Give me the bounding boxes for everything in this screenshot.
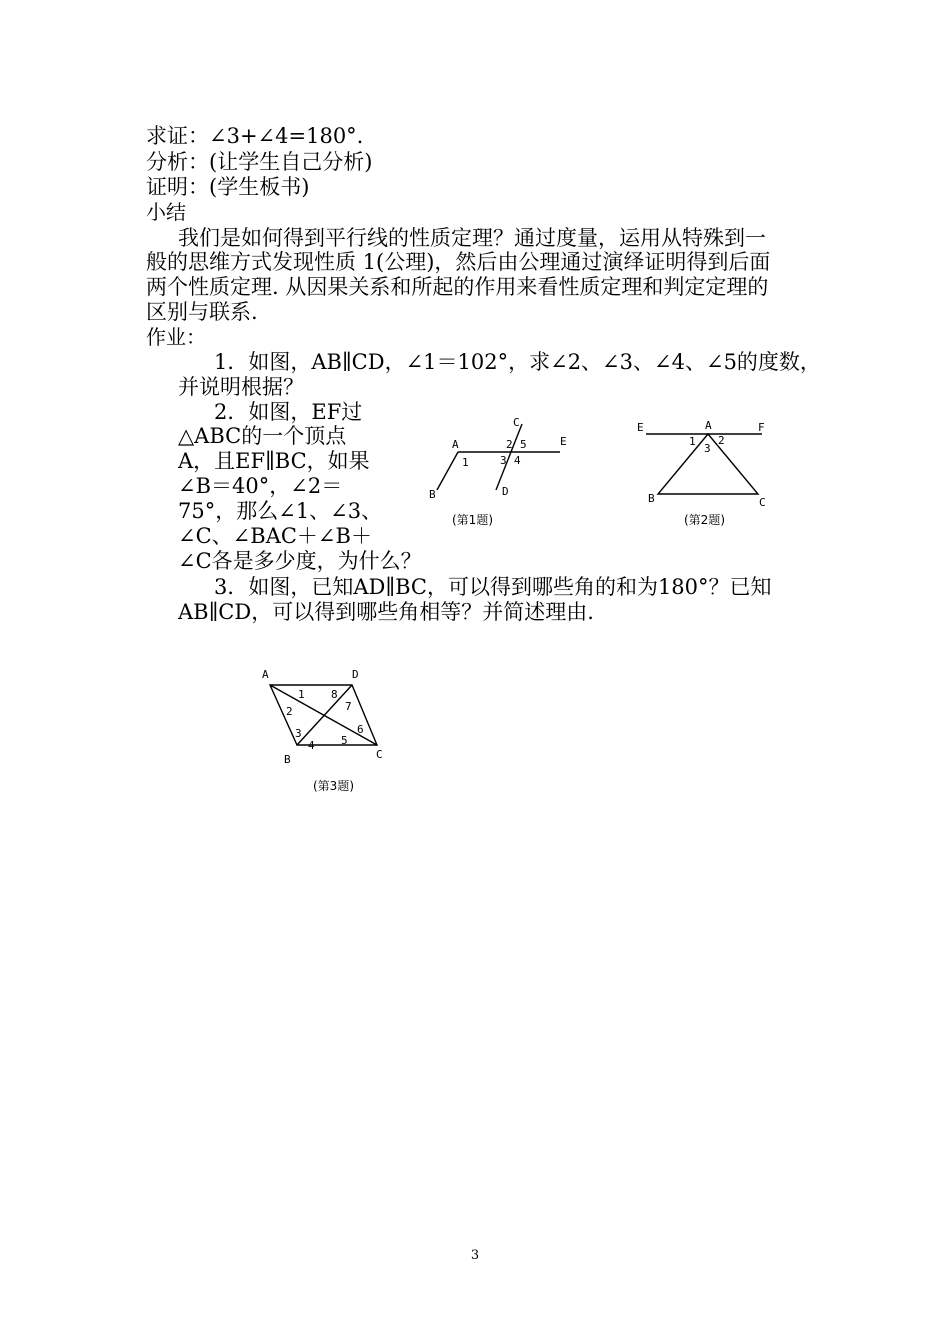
label-b: B	[648, 492, 655, 505]
question-1-line: 1．如图，AB∥CD，∠1＝102°，求∠2、∠3、∠4、∠5的度数，	[214, 350, 821, 374]
angle-5-label: 5	[520, 438, 527, 451]
angle-3-label: 3	[500, 454, 507, 467]
question-2-line: 2．如图，EF过	[214, 400, 363, 424]
angle-6-label: 6	[357, 723, 364, 736]
homework-heading: 作业：	[146, 325, 206, 349]
question-2-line: ∠B＝40°，∠2＝	[178, 474, 343, 498]
angle-1-label: 1	[298, 688, 305, 701]
figure-1-caption: (第1题)	[452, 513, 493, 527]
angle-5-label: 5	[341, 734, 348, 747]
angle-1-label: 1	[689, 435, 696, 448]
angle-2-label: 2	[718, 434, 725, 447]
label-b: B	[429, 488, 436, 501]
question-2-line: △ABC的一个顶点	[178, 424, 347, 448]
label-a: A	[705, 419, 712, 432]
line-ab	[437, 452, 458, 490]
angle-4-label: 4	[514, 454, 521, 467]
angle-4-label: 4	[308, 739, 315, 752]
label-d: D	[352, 668, 359, 681]
summary-heading: 小结	[146, 200, 186, 224]
label-d: D	[502, 485, 509, 498]
prove-statement: 求证：∠3+∠4=180°.	[146, 124, 364, 148]
label-c: C	[376, 748, 383, 761]
angle-2-label: 2	[506, 438, 513, 451]
question-1-line: 并说明根据？	[178, 375, 304, 399]
summary-paragraph-line: 两个性质定理. 从因果关系和所起的作用来看性质定理和判定定理的	[146, 275, 769, 299]
label-c: C	[759, 496, 766, 509]
angle-3-label: 3	[704, 442, 711, 455]
label-f: F	[758, 421, 765, 434]
label-a: A	[262, 668, 269, 681]
label-c: C	[513, 416, 520, 429]
label-e: E	[560, 435, 567, 448]
angle-3-label: 3	[295, 727, 302, 740]
angle-2-label: 2	[286, 705, 293, 718]
summary-paragraph-line: 我们是如何得到平行线的性质定理？通过度量，运用从特殊到一	[178, 226, 766, 250]
summary-paragraph-line: 区别与联系.	[146, 300, 258, 324]
question-2-line: ∠C、∠BAC＋∠B＋	[178, 524, 372, 548]
angle-1-label: 1	[462, 456, 469, 469]
figure-1	[420, 412, 580, 532]
question-2-line: ∠C各是多少度，为什么？	[178, 549, 422, 573]
figure-3	[255, 660, 400, 800]
figure-2	[628, 414, 778, 534]
question-3-line: AB∥CD，可以得到哪些角相等？并简述理由.	[178, 600, 594, 624]
question-3-line: 3．如图，已知AD∥BC，可以得到哪些角的和为180°？已知	[214, 575, 772, 599]
question-2-line: 75°，那么∠1、∠3、	[178, 499, 383, 523]
summary-paragraph-line: 般的思维方式发现性质 1(公理)，然后由公理通过演绎证明得到后面	[146, 250, 771, 274]
label-b: B	[284, 753, 291, 766]
analysis-line: 分析：(让学生自己分析)	[146, 150, 373, 174]
page-number: 3	[470, 1248, 480, 1263]
angle-7-label: 7	[345, 700, 352, 713]
label-a: A	[452, 438, 459, 451]
angle-8-label: 8	[331, 688, 338, 701]
figure-2-caption: (第2题)	[684, 513, 725, 527]
proof-line: 证明：(学生板书)	[146, 175, 310, 199]
figure-3-caption: (第3题)	[313, 779, 354, 793]
label-e: E	[637, 421, 644, 434]
question-2-line: A，且EF∥BC，如果	[178, 449, 370, 473]
